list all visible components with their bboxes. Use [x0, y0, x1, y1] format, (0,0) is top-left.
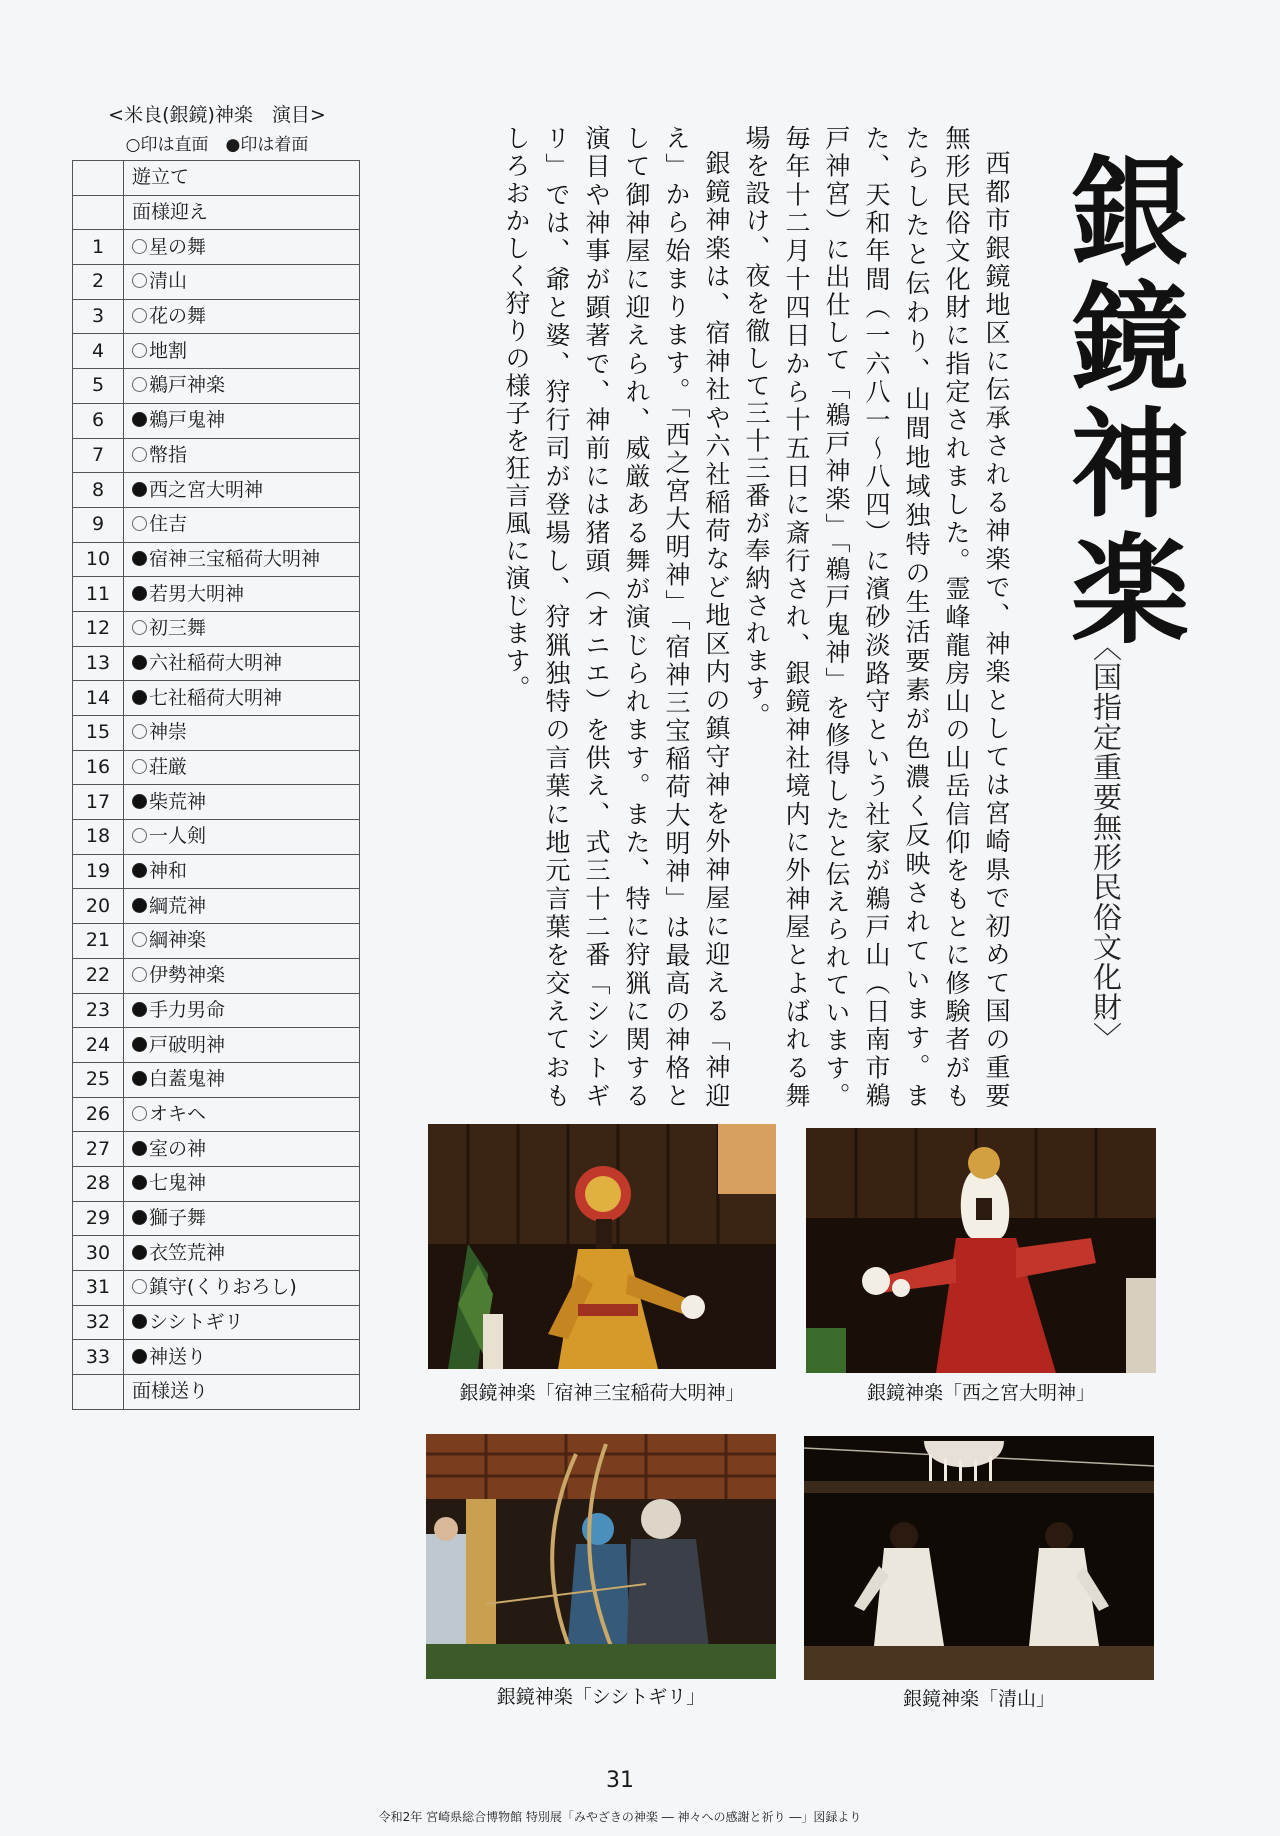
- filled-circle-icon: [132, 586, 147, 601]
- program-name-cell: [124, 716, 360, 751]
- filled-circle-icon: [132, 1071, 147, 1086]
- program-name: 西之宮大明神: [149, 478, 264, 501]
- table-row: [73, 958, 360, 993]
- program-number: 9: [73, 507, 124, 542]
- program-number: 22: [73, 958, 124, 993]
- filled-circle-icon: [132, 1349, 147, 1364]
- filled-circle-icon: [132, 655, 147, 670]
- open-circle-icon: [132, 932, 147, 947]
- program-name-cell: [124, 646, 360, 681]
- program-name-cell: [124, 577, 360, 612]
- program-name-cell: [124, 1166, 360, 1201]
- table-row: [73, 889, 360, 924]
- program-name-cell: [124, 1236, 360, 1271]
- program-name: 手力男命: [149, 998, 226, 1021]
- table-row: [73, 716, 360, 751]
- open-circle-icon: [132, 724, 147, 739]
- program-name-cell: [124, 507, 360, 542]
- table-row: [73, 854, 360, 889]
- open-circle-icon: [132, 516, 147, 531]
- page-subtitle: 〈国指定重要無形民俗文化財〉: [1089, 632, 1123, 1052]
- program-name: 花の舞: [149, 305, 207, 328]
- table-row: [73, 750, 360, 785]
- table-row: [73, 820, 360, 855]
- program-number: 12: [73, 611, 124, 646]
- program-name: 七鬼神: [149, 1172, 207, 1195]
- program-name: 七社稲荷大明神: [149, 686, 283, 709]
- program-name: 室の神: [149, 1137, 207, 1160]
- filled-circle-icon: [132, 551, 147, 566]
- table-row: [73, 195, 360, 230]
- open-circle-icon: [132, 620, 147, 635]
- table-row: [73, 646, 360, 681]
- table-row: [73, 403, 360, 438]
- program-name-cell: [124, 958, 360, 993]
- photo-caption-1: 銀鏡神楽「宿神三宝稲荷大明神」: [459, 1382, 745, 1404]
- filled-circle-icon: [132, 794, 147, 809]
- open-circle-icon: [132, 343, 147, 358]
- program-number: 21: [73, 924, 124, 959]
- program-name-cell: [124, 230, 360, 265]
- program-name: 鎮守(くりおろし): [149, 1276, 297, 1299]
- table-row: [73, 473, 360, 508]
- program-name-cell: [124, 1132, 360, 1167]
- table-row: [73, 1097, 360, 1132]
- body-paragraph-1: 西都市銀鏡地区に伝承される神楽で、神楽としては宮崎県で初めて国の重要無形民俗文化財に指定されました。霊峰龍房山の山岳信仰をもとに修験者がもたらしたと伝わり、山間地域独特の生活要素が色濃く反映されています。また、天和年間（一六八一～八四）に濱砂淡路守という社家が鵜戸山（日南市鵜戸神宮）に出仕して「鵜戸神楽」「鵜戸鬼神」を修得したと伝えられています。毎年十二月十四日から十五日に斎行され、銀鏡神社境内に外神屋とよばれる舞場を設け、夜を徹して三十三番が奉納されます。: [742, 125, 1011, 1110]
- table-legend: ○印は直面 ●印は着面: [125, 135, 309, 155]
- photo-nishinomiya: [806, 1128, 1156, 1373]
- table-row: [73, 1166, 360, 1201]
- program-name-cell: [124, 681, 360, 716]
- program-name: 綱荒神: [149, 894, 207, 917]
- program-number: 24: [73, 1028, 124, 1063]
- program-number: 17: [73, 785, 124, 820]
- program-name: 一人剣: [149, 825, 207, 848]
- program-name-cell: [124, 542, 360, 577]
- program-name: 清山: [149, 270, 188, 293]
- program-table: [72, 160, 360, 1410]
- table-row: [73, 681, 360, 716]
- filled-circle-icon: [132, 1175, 147, 1190]
- program-name-cell: [124, 195, 360, 230]
- table-row: [73, 577, 360, 612]
- program-name-cell: [124, 1062, 360, 1097]
- program-number: 3: [73, 299, 124, 334]
- program-number: 8: [73, 473, 124, 508]
- filled-circle-icon: [132, 1314, 147, 1329]
- open-circle-icon: [132, 828, 147, 843]
- table-row: [73, 611, 360, 646]
- program-name: 星の舞: [149, 235, 207, 258]
- program-name: 鵜戸神楽: [149, 374, 226, 397]
- program-name-cell: [124, 889, 360, 924]
- table-row: [73, 993, 360, 1028]
- program-number: 16: [73, 750, 124, 785]
- table-caption: <米良(銀鏡)神楽 演目>: [108, 104, 326, 126]
- program-number: 6: [73, 403, 124, 438]
- table-row: [73, 1201, 360, 1236]
- table-row: [73, 1340, 360, 1375]
- program-name: 戸破明神: [149, 1033, 226, 1056]
- program-number: 31: [73, 1271, 124, 1306]
- footer-note: 令和2年 宮崎県総合博物館 特別展「みやざきの神楽 ― 神々への感謝と祈り ―」図録より: [378, 1810, 862, 1824]
- photo-caption-3: 銀鏡神楽「シシトギリ」: [496, 1686, 706, 1708]
- table-row: [73, 161, 360, 196]
- program-name-cell: [124, 1375, 360, 1410]
- program-number: [73, 1375, 124, 1410]
- program-name-cell: [124, 161, 360, 196]
- program-name-cell: [124, 438, 360, 473]
- program-number: 4: [73, 334, 124, 369]
- program-number: 13: [73, 646, 124, 681]
- table-row: [73, 369, 360, 404]
- filled-circle-icon: [132, 690, 147, 705]
- table-row: [73, 1236, 360, 1271]
- program-number: 19: [73, 854, 124, 889]
- program-name: 神和: [149, 860, 188, 883]
- table-row: [73, 924, 360, 959]
- program-name-cell: [124, 403, 360, 438]
- open-circle-icon: [132, 967, 147, 982]
- program-name: 面様迎え: [132, 201, 209, 224]
- program-name: 宿神三宝稲荷大明神: [149, 547, 321, 570]
- program-name-cell: [124, 1271, 360, 1306]
- program-number: 20: [73, 889, 124, 924]
- open-circle-icon: [132, 273, 147, 288]
- program-name: 初三舞: [149, 617, 207, 640]
- filled-circle-icon: [132, 1141, 147, 1156]
- program-name-cell: [124, 1305, 360, 1340]
- program-name-cell: [124, 369, 360, 404]
- filled-circle-icon: [132, 863, 147, 878]
- photo-caption-4: 銀鏡神楽「清山」: [902, 1688, 1055, 1710]
- table-row: [73, 507, 360, 542]
- program-number: 29: [73, 1201, 124, 1236]
- program-name: 六社稲荷大明神: [149, 651, 283, 674]
- program-name: 神崇: [149, 721, 188, 744]
- program-name: シシトギリ: [149, 1311, 244, 1334]
- filled-circle-icon: [132, 482, 147, 497]
- program-name-cell: [124, 820, 360, 855]
- program-name-cell: [124, 1201, 360, 1236]
- program-name: 地割: [149, 339, 188, 362]
- open-circle-icon: [132, 1106, 147, 1121]
- open-circle-icon: [132, 239, 147, 254]
- table-row: [73, 1375, 360, 1410]
- filled-circle-icon: [132, 898, 147, 913]
- program-name-cell: [124, 1340, 360, 1375]
- program-name-cell: [124, 1097, 360, 1132]
- program-name-cell: [124, 473, 360, 508]
- program-name: 綱神楽: [149, 929, 207, 952]
- page-number: 31: [606, 1768, 634, 1793]
- table-row: [73, 1028, 360, 1063]
- program-number: 11: [73, 577, 124, 612]
- program-number: 30: [73, 1236, 124, 1271]
- photo-shishitogiri: [426, 1434, 776, 1679]
- program-number: 10: [73, 542, 124, 577]
- program-number: 18: [73, 820, 124, 855]
- program-name: 神送り: [149, 1345, 207, 1368]
- table-row: [73, 1062, 360, 1097]
- program-name-cell: [124, 299, 360, 334]
- page-title: 銀鏡神楽: [1051, 150, 1190, 654]
- program-number: 28: [73, 1166, 124, 1201]
- program-number: 23: [73, 993, 124, 1028]
- program-number: 25: [73, 1062, 124, 1097]
- program-number: 32: [73, 1305, 124, 1340]
- table-row: [73, 542, 360, 577]
- program-name-cell: [124, 334, 360, 369]
- program-name: 伊勢神楽: [149, 964, 226, 987]
- table-row: [73, 265, 360, 300]
- program-name-cell: [124, 993, 360, 1028]
- open-circle-icon: [132, 759, 147, 774]
- program-number: 33: [73, 1340, 124, 1375]
- open-circle-icon: [132, 1279, 147, 1294]
- photo-caption-2: 銀鏡神楽「西之宮大明神」: [866, 1382, 1095, 1404]
- table-row: [73, 785, 360, 820]
- program-name: 遊立て: [132, 166, 190, 189]
- program-number: 27: [73, 1132, 124, 1167]
- table-row: [73, 1271, 360, 1306]
- program-name-cell: [124, 611, 360, 646]
- program-name: 幣指: [149, 443, 188, 466]
- filled-circle-icon: [132, 1002, 147, 1017]
- program-name-cell: [124, 750, 360, 785]
- table-row: [73, 1305, 360, 1340]
- open-circle-icon: [132, 447, 147, 462]
- program-number: 26: [73, 1097, 124, 1132]
- program-name: 獅子舞: [149, 1206, 207, 1229]
- program-name: 白蓋鬼神: [149, 1068, 226, 1091]
- program-name: 面様送り: [132, 1380, 209, 1403]
- program-number: 5: [73, 369, 124, 404]
- program-name: オキヘ: [149, 1102, 207, 1125]
- program-name-cell: [124, 265, 360, 300]
- table-row: [73, 299, 360, 334]
- program-number: [73, 195, 124, 230]
- open-circle-icon: [132, 377, 147, 392]
- program-number: 2: [73, 265, 124, 300]
- filled-circle-icon: [132, 412, 147, 427]
- open-circle-icon: [132, 308, 147, 323]
- program-name: 鵜戸鬼神: [149, 409, 226, 432]
- program-name-cell: [124, 785, 360, 820]
- program-name: 柴荒神: [149, 790, 207, 813]
- program-name-cell: [124, 854, 360, 889]
- program-number: 14: [73, 681, 124, 716]
- body-text: [416, 125, 1016, 1110]
- program-name: 住吉: [149, 513, 188, 536]
- program-number: [73, 161, 124, 196]
- program-number: 7: [73, 438, 124, 473]
- program-name: 荘厳: [149, 756, 188, 779]
- table-row: [73, 230, 360, 265]
- table-row: [73, 1132, 360, 1167]
- program-name: 衣笠荒神: [149, 1241, 226, 1264]
- program-number: 15: [73, 716, 124, 751]
- filled-circle-icon: [132, 1210, 147, 1225]
- filled-circle-icon: [132, 1037, 147, 1052]
- filled-circle-icon: [132, 1245, 147, 1260]
- photo-shukujin: [428, 1124, 776, 1369]
- program-name-cell: [124, 924, 360, 959]
- table-row: [73, 438, 360, 473]
- program-name: 若男大明神: [149, 582, 245, 605]
- photo-kiyoyama: [804, 1436, 1154, 1680]
- program-number: 1: [73, 230, 124, 265]
- program-name-cell: [124, 1028, 360, 1063]
- table-row: [73, 334, 360, 369]
- body-paragraph-2: 銀鏡神楽は、宿神社や六社稲荷など地区内の鎮守神を外神屋に迎える「神迎え」から始まります。「西之宮大明神」「宿神三宝稲荷大明神」は最高の神格として御神屋に迎えられ、威厳ある舞が演じられます。また、特に狩猟に関する演目や神事が顕著で、神前には猪頭（オニエ）を供え、式三十二番「シシトギリ」では、爺と婆、狩行司が登場し、狩猟独特の言葉に地元言葉を交えておもしろおかしく狩りの様子を狂言風に演じます。: [502, 125, 731, 1110]
